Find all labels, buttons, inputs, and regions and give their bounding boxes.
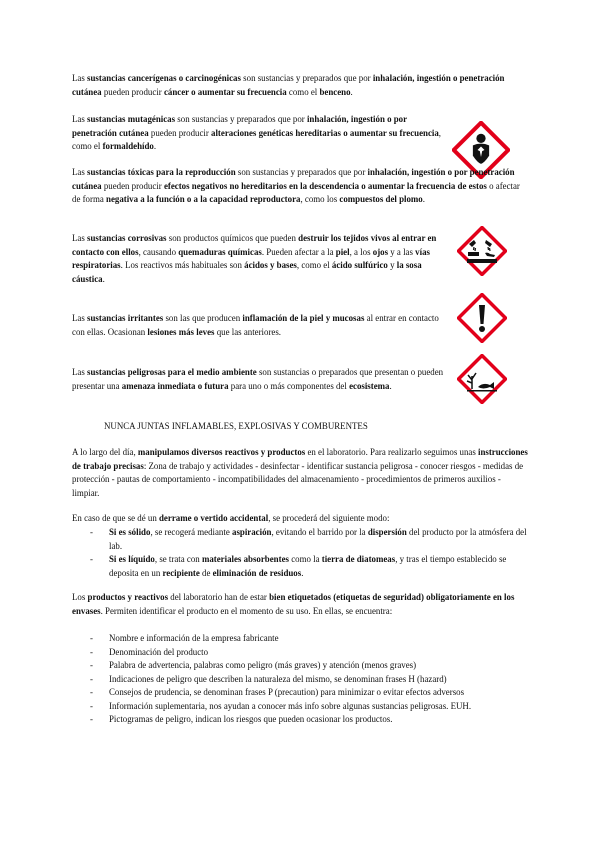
list-item: - Si es líquido, se trata con materiales absorbentes como la tierra de diatomeas, y tras el tiempo establecido se deposita en un recipiente de eliminación de residuos. [72,553,528,580]
list-item: - Consejos de prudencia, se denominan frases P (precaution) para minimizar o evitar efectos adversos [72,686,542,700]
list-item: - Indicaciones de peligro que describen la naturaleza del mismo, se denominan frases H (hazard) [72,673,542,687]
paragraph-corrosive: Las sustancias corrosivas son productos químicos que pueden destruir los tejidos vivos al entrar en contacto con ellos, causando quemaduras químicas. Pueden afectar a la piel, a los ojos y a las vías respiratorias. Los reactivos más habituales son ácidos y bases, como el ácido sulfúrico y la sosa cáustica. [72,233,437,284]
environment-hazard-icon [457,354,507,404]
list-item: - Información suplementaria, nos ayudan a conocer más info sobre algunas sustancias peligrosas. EUH. [72,700,542,714]
list-item: - Denominación del producto [72,646,542,660]
paragraph-work-instructions: A lo largo del día, manipulamos diversos reactivos y productos en el laboratorio. Para realizarlo seguimos unas instrucciones de trabajo precisas: Zona de trabajo y actividades - desinfectar - identificar sustancia peligrosa - conocer riesgos - medidas de protección - pautas de comportamiento - incompatibilidades del almacenamiento - procedimientos de primeros auxilios - limpiar. [72,447,528,498]
corrosive-pictogram [457,226,507,276]
section-title: NUNCA JUNTAS INFLAMABLES, EXPLOSIVAS Y COMBURENTES [104,421,368,431]
paragraph-environment: Las sustancias peligrosas para el medio ambiente son sustancias o preparados que presentan o pueden presentar una amenaza inmediata o futura para uno o más componentes del ecosistema. [72,367,444,391]
corrosive-icon [457,226,507,276]
list-item: - Palabra de advertencia, palabras como peligro (más graves) y atención (menos graves) [72,659,542,673]
list-item: - Si es sólido, se recogerá mediante aspiración, evitando el barrido por la dispersión del producto por la atmósfera del lab. [72,526,528,553]
list-item: - Pictogramas de peligro, indican los riesgos que pueden ocasionar los productos. [72,713,542,727]
paragraph-labels: Los productos y reactivos del laboratorio han de estar bien etiquetados (etiquetas de seguridad) obligatoriamente en los envases. Permiten identificar el producto en el momento de su uso. En ellas, se encuentra: [72,592,515,616]
exclamation-mark-icon [457,293,507,343]
list-item: - Nombre e información de la empresa fabricante [72,632,542,646]
spill-procedure-list [72,526,528,580]
exclamation-pictogram [457,293,507,343]
paragraph-carcinogenic: Las sustancias cancerígenas o carcinogénicas son sustancias y preparados que por inhalación, ingestión o penetración cutánea pueden producir cáncer o aumentar su frecuencia como el benceno. [72,73,505,97]
environment-pictogram [457,354,507,404]
paragraph-irritant: Las sustancias irritantes son las que producen inflamación de la piel y mucosas al entrar en contacto con ellas. Ocasionan lesiones más leves que las anteriores. [72,313,439,337]
paragraph-reproductive: Las sustancias tóxicas para la reproducción son sustancias y preparados que por inhalación, ingestión o por penetración cutánea pueden producir efectos negativos no hereditarios en la descendencia o aumentar la frecuencia de estos o afectar de forma negativa a la función o a la capacidad reproductora, como los compuestos del plomo. [72,167,520,204]
paragraph-spill-intro: En caso de que se dé un derrame o vertido accidental, se procederá del siguiente modo: [72,513,390,523]
paragraph-mutagenic: Las sustancias mutagénicas son sustancias y preparados que por inhalación, ingestión o por penetración cutánea pueden producir alteraciones genéticas hereditarias o aumentar su frecuencia, como el formaldehído. [72,114,442,151]
label-contents-list [72,632,542,727]
